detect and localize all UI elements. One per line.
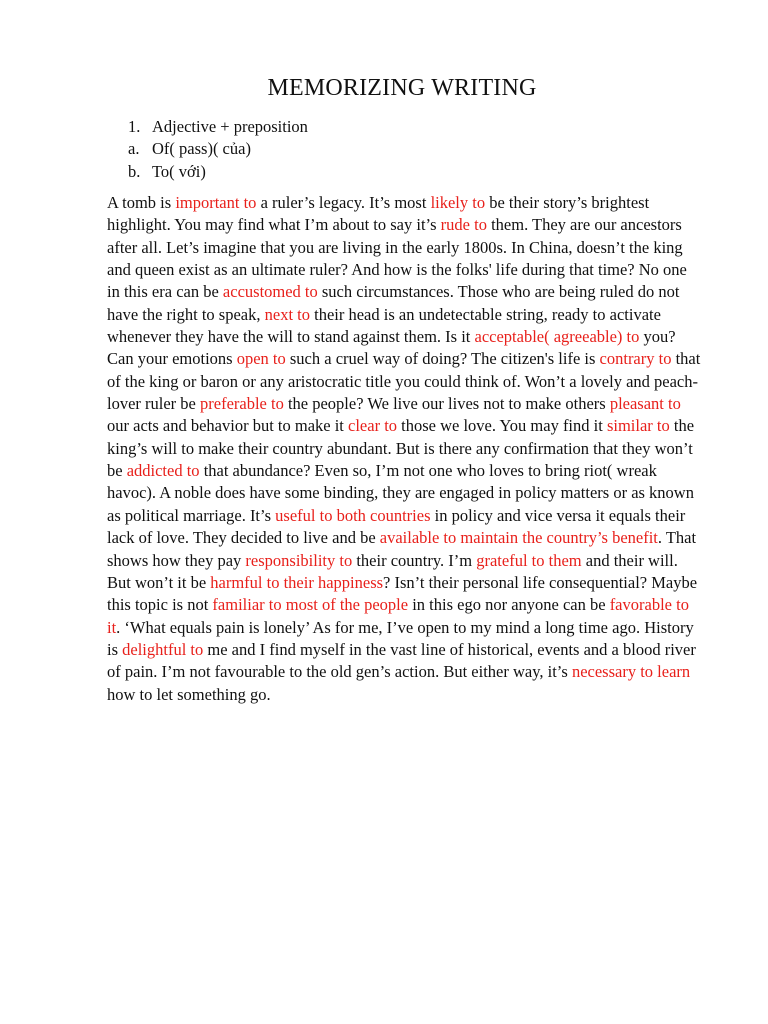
highlighted-phrase: pleasant to: [609, 394, 681, 414]
highlighted-phrase: acceptable( agreeable) to: [474, 327, 640, 347]
list-marker: b.: [128, 161, 141, 181]
highlighted-phrase: harmful to their happiness: [210, 572, 384, 592]
paragraph-text: the king’s will to make their country abundant. But is there any confirmation that they won’t be: [107, 416, 695, 481]
highlighted-phrase: addicted to: [126, 461, 200, 481]
highlighted-phrase: accustomed to: [222, 282, 318, 302]
highlighted-phrase: necessary to learn: [571, 662, 691, 682]
highlighted-phrase: favorable to it: [107, 595, 689, 637]
paragraph-text: in this ego nor anyone can be: [408, 595, 610, 615]
outline-list: [128, 116, 308, 183]
paragraph-text: a ruler’s legacy. It’s most: [256, 193, 431, 212]
page-title: MEMORIZING WRITING: [267, 75, 537, 101]
highlighted-phrase: delightful to: [122, 639, 204, 659]
highlighted-phrase: open to: [236, 349, 286, 369]
list-item-text: Adjective + preposition: [152, 117, 308, 136]
list-item: [128, 138, 308, 160]
paragraph-text: and their will. But won’t it be: [107, 550, 678, 592]
highlighted-phrase: available to maintain the country’s benefit: [379, 528, 658, 548]
paragraph-text: in policy and vice versa it equals their lack of love. They decided to live and be: [107, 505, 686, 548]
highlighted-phrase: next to: [264, 304, 310, 324]
highlighted-phrase: useful to both countries: [275, 505, 431, 525]
highlighted-phrase: clear to: [348, 416, 398, 436]
paragraph-text: those we love. You may find it: [397, 416, 607, 436]
paragraph-text: . That shows how they pay: [107, 528, 697, 570]
list-item-text: To( với): [152, 161, 206, 181]
paragraph-text: the people? We live our lives not to make others: [283, 394, 610, 414]
list-marker: 1.: [128, 117, 141, 136]
paragraph-text: that of the king or baron or any aristocratic title you could think of. Won’t a lovely and peach-lover ruler be: [107, 349, 701, 414]
highlighted-phrase: responsibility to: [245, 550, 353, 570]
highlighted-phrase: grateful to them: [476, 550, 582, 570]
paragraph-text: how to let something go.: [107, 684, 271, 704]
highlighted-phrase: likely to: [430, 193, 486, 212]
paragraph-text: their country. I’m: [352, 550, 477, 570]
highlighted-phrase: similar to: [606, 416, 670, 436]
highlighted-phrase: rude to: [440, 215, 487, 235]
paragraph-text: their head is an undetectable string, ready to activate whenever they have the will to stand against them. Is it: [107, 304, 661, 347]
list-item: [128, 116, 308, 138]
paragraph-text: that abundance? Even so, I’m not one who loves to bring riot( wreak havoc). A noble does have some binding, they are engaged in policy matters or as known as political marriage. It’s: [107, 461, 694, 525]
highlighted-phrase: important to: [175, 193, 257, 212]
paragraph-text: ? Isn’t their personal life consequential? Maybe this topic is not: [107, 572, 698, 615]
list-item: [128, 161, 308, 183]
highlighted-phrase: preferable to: [200, 394, 284, 414]
paragraph-text: me and I find myself in the vast line of historical, events and a blood river of pain. I’m not favourable to the old gen’s action. But either way, it’s: [107, 639, 696, 682]
paragraph-text: A tomb is: [107, 193, 176, 212]
paragraph-text: such circumstances. Those who are being ruled do not have the right to speak,: [107, 282, 680, 324]
list-marker: a.: [128, 139, 140, 159]
paragraph-text: such a cruel way of doing? The citizen's life is: [285, 349, 600, 369]
paragraph-text: be their story’s brightest highlight. You may find what I’m about to say it’s: [107, 193, 650, 235]
paragraph-text: our acts and behavior but to make it: [107, 416, 349, 436]
paragraph-text: you? Can your emotions: [107, 327, 676, 369]
list-item-text: Of( pass)( của): [152, 139, 251, 159]
paragraph-text: . ‘What equals pain is lonely’ As for me, I’ve open to my mind a long time ago. History is: [107, 617, 694, 659]
highlighted-phrase: familiar to most of the people: [212, 595, 409, 615]
paragraph-text: them. They are our ancestors after all. Let’s imagine that you are living in the early 1800s. In China, doesn’t the king and queen exist as an ultimate ruler? And how is the folks' life during that time? No one in this era can be: [107, 215, 687, 302]
highlighted-phrase: contrary to: [599, 349, 672, 369]
body-paragraph: [107, 192, 701, 706]
